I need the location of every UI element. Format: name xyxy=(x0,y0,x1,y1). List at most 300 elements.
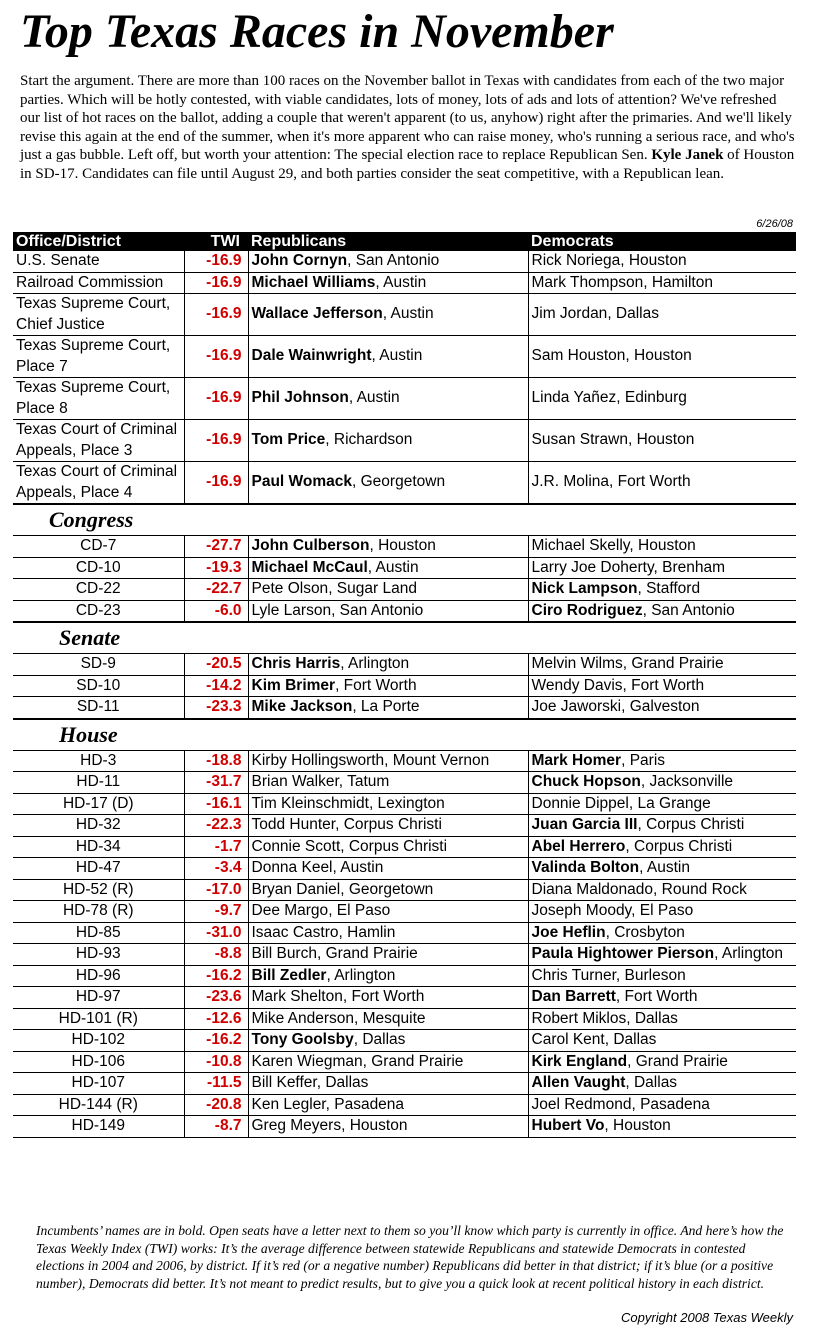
candidate-city: , Houston xyxy=(620,252,687,269)
twi-cell: -16.1 xyxy=(184,793,248,815)
race-row xyxy=(13,1051,796,1073)
candidate-name: Diana Maldonado xyxy=(531,880,654,898)
race-row xyxy=(13,879,796,901)
candidate-name: Allen Vaught xyxy=(531,1074,626,1091)
race-row xyxy=(13,901,796,923)
candidate-city: , Dallas xyxy=(625,1074,678,1091)
candidate-name: Chris Harris xyxy=(251,655,341,672)
democrat-cell xyxy=(528,557,796,579)
candidate-city: , Houston xyxy=(628,431,695,449)
candidate-name: John Cornyn xyxy=(251,252,348,269)
intro-text-after: of Houston in SD-17. Candidates can file until August 29, and both parties consider the seat competitive, with a Republican lean. xyxy=(20,147,795,182)
democrat-cell xyxy=(528,462,796,505)
candidate-name: Joe Heflin xyxy=(531,923,606,941)
candidate-city: , Jacksonville xyxy=(640,773,734,790)
candidate-name: Brian Walker xyxy=(251,773,339,790)
democrat-cell xyxy=(528,836,796,858)
candidate-name: Kirk England xyxy=(531,1052,628,1070)
candidate-city: , Stafford xyxy=(637,580,701,597)
candidate-city: , Houston xyxy=(604,1117,671,1134)
democrat-cell xyxy=(528,579,796,601)
republican-cell xyxy=(248,579,528,601)
section-header xyxy=(13,622,796,654)
candidate-city: , Grand Prairie xyxy=(316,945,418,962)
candidate-name: Tony Goolsby xyxy=(251,1031,354,1048)
republican-cell xyxy=(248,1008,528,1030)
candidate-name: Bill Burch xyxy=(251,945,317,962)
republican-cell xyxy=(248,901,528,923)
race-row xyxy=(13,815,796,837)
office-cell: HD-3 xyxy=(13,750,184,772)
democrat-cell xyxy=(528,858,796,880)
office-cell: HD-96 xyxy=(13,965,184,987)
twi-cell: -19.3 xyxy=(184,557,248,579)
race-row xyxy=(13,697,796,719)
candidate-city: , Hamlin xyxy=(338,923,396,941)
candidate-name: Ken Legler xyxy=(251,1095,326,1113)
candidate-name: Tom Price xyxy=(251,431,326,449)
democrat-cell xyxy=(528,793,796,815)
candidate-name: Kirby Hollingsworth xyxy=(251,751,385,769)
race-row xyxy=(13,922,796,944)
candidate-name: Pete Olson xyxy=(251,580,329,597)
candidate-city: , Dallas xyxy=(353,1031,406,1048)
race-row xyxy=(13,251,796,272)
twi-cell: -16.2 xyxy=(184,1030,248,1052)
republican-cell xyxy=(248,675,528,697)
twi-cell: -6.0 xyxy=(184,600,248,622)
race-row xyxy=(13,600,796,622)
republican-cell xyxy=(248,697,528,719)
candidate-city: , San Antonio xyxy=(642,601,735,619)
office-cell: HD-11 xyxy=(13,772,184,794)
candidate-city: , Hamilton xyxy=(643,273,713,291)
section-header xyxy=(13,504,796,536)
candidate-name: Isaac Castro xyxy=(251,923,339,941)
office-cell: Texas Court of Criminal Appeals, Place 4 xyxy=(13,462,184,505)
twi-cell: -8.8 xyxy=(184,944,248,966)
candidate-name: Mike Anderson xyxy=(251,1009,355,1027)
twi-cell: -20.5 xyxy=(184,654,248,676)
race-row xyxy=(13,675,796,697)
republican-cell xyxy=(248,272,528,294)
candidate-name: Carol Kent xyxy=(531,1031,605,1048)
candidate-city: , Austin xyxy=(348,389,400,407)
office-cell: HD-17 (D) xyxy=(13,793,184,815)
twi-cell: -1.7 xyxy=(184,836,248,858)
office-cell: Railroad Commission xyxy=(13,272,184,294)
candidate-city: , Houston xyxy=(369,537,436,554)
democrat-cell xyxy=(528,1073,796,1095)
office-cell: HD-47 xyxy=(13,858,184,880)
twi-cell: -14.2 xyxy=(184,675,248,697)
candidate-name: Michael Skelly xyxy=(531,537,630,554)
candidate-name: Paula Hightower Pierson xyxy=(531,945,715,962)
header-republicans: Republicans xyxy=(248,232,528,251)
candidate-city: , Richardson xyxy=(325,431,413,449)
twi-cell: -9.7 xyxy=(184,901,248,923)
intro-paragraph xyxy=(20,72,795,183)
twi-cell: -16.9 xyxy=(184,336,248,378)
democrat-cell xyxy=(528,251,796,272)
twi-cell: -12.6 xyxy=(184,1008,248,1030)
candidate-city: , Arlington xyxy=(340,655,410,672)
candidate-name: Sam Houston xyxy=(531,347,626,365)
candidate-city: , Houston xyxy=(341,1117,408,1134)
candidate-city: , Mount Vernon xyxy=(384,751,490,769)
republican-cell xyxy=(248,536,528,558)
candidate-name: Lyle Larson xyxy=(251,601,332,619)
candidate-name: Bill Keffer xyxy=(251,1074,317,1091)
office-cell: SD-11 xyxy=(13,697,184,719)
candidate-name: Greg Meyers xyxy=(251,1117,342,1134)
candidate-city: , Houston xyxy=(625,347,692,365)
office-cell: HD-101 (R) xyxy=(13,1008,184,1030)
office-cell: HD-93 xyxy=(13,944,184,966)
office-cell: HD-106 xyxy=(13,1051,184,1073)
race-row xyxy=(13,336,796,378)
candidate-name: Donna Keel xyxy=(251,859,333,876)
twi-cell: -17.0 xyxy=(184,879,248,901)
race-row xyxy=(13,772,796,794)
candidate-city: , Austin xyxy=(371,347,423,365)
candidate-city: , Dallas xyxy=(316,1074,369,1091)
candidate-name: J.R. Molina xyxy=(531,473,610,491)
candidate-city: , Fort Worth xyxy=(622,676,705,694)
section-header xyxy=(13,719,796,751)
table-header-row xyxy=(13,232,796,251)
candidate-city: , Austin xyxy=(639,859,690,876)
candidate-name: Dee Margo xyxy=(251,902,329,919)
democrat-cell xyxy=(528,965,796,987)
democrat-cell xyxy=(528,420,796,462)
republican-cell xyxy=(248,944,528,966)
republican-cell xyxy=(248,965,528,987)
candidate-city: , La Grange xyxy=(628,794,711,812)
candidate-name: Dan Barrett xyxy=(531,988,616,1005)
democrat-cell xyxy=(528,536,796,558)
candidate-city: , Tatum xyxy=(338,773,390,790)
candidate-city: , Crosbyton xyxy=(605,923,685,941)
candidate-name: Linda Yañez xyxy=(531,389,617,407)
office-cell: HD-149 xyxy=(13,1116,184,1138)
democrat-cell xyxy=(528,772,796,794)
democrat-cell xyxy=(528,654,796,676)
democrat-cell xyxy=(528,336,796,378)
candidate-name: Michael McCaul xyxy=(251,558,368,576)
candidate-city: , Sugar Land xyxy=(328,580,417,597)
republican-cell xyxy=(248,836,528,858)
candidate-name: Jim Jordan xyxy=(531,305,608,323)
candidate-name: Valinda Bolton xyxy=(531,859,640,876)
twi-cell: -16.9 xyxy=(184,420,248,462)
section-title: Congress xyxy=(13,504,796,536)
office-cell: Texas Supreme Court, Place 8 xyxy=(13,378,184,420)
candidate-city: , Dallas xyxy=(607,305,659,323)
democrat-cell xyxy=(528,294,796,336)
twi-cell: -27.7 xyxy=(184,536,248,558)
candidate-city: , San Antonio xyxy=(331,601,424,619)
twi-cell: -16.9 xyxy=(184,462,248,505)
republican-cell xyxy=(248,336,528,378)
candidate-city: , Fort Worth xyxy=(615,988,698,1005)
candidate-city: , Corpus Christi xyxy=(340,837,448,855)
candidate-name: Chris Turner xyxy=(531,966,616,984)
office-cell: HD-102 xyxy=(13,1030,184,1052)
candidate-name: Karen Wiegman xyxy=(251,1052,363,1070)
candidate-city: , Grand Prairie xyxy=(622,655,724,672)
candidate-city: , Grand Prairie xyxy=(627,1052,728,1070)
race-row xyxy=(13,272,796,294)
republican-cell xyxy=(248,987,528,1009)
twi-cell: -11.5 xyxy=(184,1073,248,1095)
republican-cell xyxy=(248,251,528,272)
republican-cell xyxy=(248,462,528,505)
candidate-name: Phil Johnson xyxy=(251,389,349,407)
democrat-cell xyxy=(528,697,796,719)
twi-cell: -16.2 xyxy=(184,965,248,987)
democrat-cell xyxy=(528,378,796,420)
section-title: Senate xyxy=(13,622,796,654)
democrat-cell xyxy=(528,987,796,1009)
candidate-name: Mark Homer xyxy=(531,751,622,769)
candidate-city: , Edinburg xyxy=(616,389,687,407)
candidate-name: Chuck Hopson xyxy=(531,773,641,790)
candidate-city: , El Paso xyxy=(631,902,694,919)
candidate-city: , Austin xyxy=(332,859,384,876)
footnote: Incumbents’ names are in bold. Open seats have a letter next to them so you’ll know which party is currently in office. And here’s how the Texas Weekly Index (TWI) works: It’s the average difference between statewide Republicans and statewide Democrats in contested elections in 2004 and 2006, by district. If it’s red (or a negative number) Republicans did better in that district; if it’s blue (or a positive number), Democrats did better. It’s not meant to predict results, but to give you a quick look at recent political history in each district. xyxy=(36,1223,784,1291)
section-title: House xyxy=(13,719,796,751)
twi-cell: -8.7 xyxy=(184,1116,248,1138)
race-row xyxy=(13,750,796,772)
candidate-city: , Austin xyxy=(382,305,434,323)
twi-cell: -16.9 xyxy=(184,251,248,272)
candidate-city: , Fort Worth xyxy=(335,676,417,694)
candidate-name: Melvin Wilms xyxy=(531,655,623,672)
twi-cell: -18.8 xyxy=(184,750,248,772)
candidate-name: Dale Wainwright xyxy=(251,347,372,365)
candidate-city: , Corpus Christi xyxy=(637,816,745,833)
candidate-city: , Dallas xyxy=(626,1009,678,1027)
candidate-city: , Georgetown xyxy=(340,880,434,898)
date-stamp: 6/26/08 xyxy=(756,218,793,230)
democrat-cell xyxy=(528,922,796,944)
candidate-name: Mark Thompson xyxy=(531,273,644,291)
candidate-name: Kim Brimer xyxy=(251,676,336,694)
intro-text-before: Start the argument. There are more than 100 races on the November ballot in Texas with candidates from each of the two major parties. Which will be hotly contested, with viable candidates, lots of money, lots of ads and lots of attention? We've refreshed our list of hot races on the ballot, adding a couple that weren't apparent (to us, anyhow) right after the primaries. And we'll likely revise this again at the end of the summer, when it's more apparent who can raise money, who's running a serious race, and who's just a gas bubble. Left off, but worth your attention: The special election race to replace Republican Sen. xyxy=(20,73,795,163)
republican-cell xyxy=(248,1116,528,1138)
candidate-city: , Brenham xyxy=(653,558,726,576)
candidate-city: , Arlington xyxy=(714,945,784,962)
race-row xyxy=(13,793,796,815)
copyright: Copyright 2008 Texas Weekly xyxy=(621,1310,793,1325)
candidate-name: Mark Shelton xyxy=(251,988,343,1005)
race-row xyxy=(13,1073,796,1095)
race-row xyxy=(13,557,796,579)
twi-cell: -22.3 xyxy=(184,815,248,837)
candidate-city: , Pasadena xyxy=(325,1095,405,1113)
office-cell: HD-78 (R) xyxy=(13,901,184,923)
race-row xyxy=(13,1008,796,1030)
race-row xyxy=(13,1116,796,1138)
candidate-name: Bryan Daniel xyxy=(251,880,341,898)
race-row xyxy=(13,462,796,505)
intro-bold-name: Kyle Janek xyxy=(651,147,724,163)
republican-cell xyxy=(248,378,528,420)
republican-cell xyxy=(248,294,528,336)
office-cell: SD-9 xyxy=(13,654,184,676)
race-row xyxy=(13,1094,796,1116)
header-democrats: Democrats xyxy=(528,232,796,251)
democrat-cell xyxy=(528,1051,796,1073)
race-row xyxy=(13,987,796,1009)
candidate-name: Paul Womack xyxy=(251,473,353,491)
republican-cell xyxy=(248,858,528,880)
candidate-city: , Corpus Christi xyxy=(625,837,733,855)
twi-cell: -23.6 xyxy=(184,987,248,1009)
republican-cell xyxy=(248,1094,528,1116)
candidate-name: Wallace Jefferson xyxy=(251,305,383,323)
candidate-city: , San Antonio xyxy=(347,252,440,269)
candidate-city: , Dallas xyxy=(604,1031,657,1048)
office-cell: U.S. Senate xyxy=(13,251,184,272)
candidate-city: , Round Rock xyxy=(653,880,747,898)
race-row xyxy=(13,420,796,462)
republican-cell xyxy=(248,922,528,944)
candidate-city: , Lexington xyxy=(368,794,445,812)
races-body xyxy=(13,251,796,1137)
candidate-name: John Culberson xyxy=(251,537,370,554)
race-row xyxy=(13,944,796,966)
office-cell: Texas Supreme Court, Place 7 xyxy=(13,336,184,378)
candidate-city: , Fort Worth xyxy=(609,473,691,491)
candidate-city: , Burleson xyxy=(615,966,686,984)
office-cell: Texas Court of Criminal Appeals, Place 3 xyxy=(13,420,184,462)
republican-cell xyxy=(248,815,528,837)
office-cell: CD-22 xyxy=(13,579,184,601)
twi-cell: -3.4 xyxy=(184,858,248,880)
republican-cell xyxy=(248,557,528,579)
candidate-name: Susan Strawn xyxy=(531,431,628,449)
race-row xyxy=(13,1030,796,1052)
candidate-name: Donnie Dippel xyxy=(531,794,629,812)
candidate-city: , Houston xyxy=(629,537,696,554)
race-row xyxy=(13,836,796,858)
republican-cell xyxy=(248,1073,528,1095)
democrat-cell xyxy=(528,944,796,966)
republican-cell xyxy=(248,879,528,901)
candidate-name: Michael Williams xyxy=(251,273,376,291)
republican-cell xyxy=(248,793,528,815)
twi-cell: -23.3 xyxy=(184,697,248,719)
candidate-city: , Corpus Christi xyxy=(335,816,442,833)
candidate-city: , Pasadena xyxy=(631,1095,710,1113)
twi-cell: -31.7 xyxy=(184,772,248,794)
office-cell: CD-7 xyxy=(13,536,184,558)
candidate-name: Rick Noriega xyxy=(531,252,621,269)
candidate-city: , Arlington xyxy=(326,966,396,984)
candidate-name: Hubert Vo xyxy=(531,1117,605,1134)
democrat-cell xyxy=(528,1094,796,1116)
candidate-name: Connie Scott xyxy=(251,837,341,855)
candidate-city: , Grand Prairie xyxy=(362,1052,464,1070)
candidate-name: Joe Jaworski xyxy=(531,698,622,715)
republican-cell xyxy=(248,1030,528,1052)
race-row xyxy=(13,378,796,420)
democrat-cell xyxy=(528,675,796,697)
candidate-name: Bill Zedler xyxy=(251,966,327,984)
twi-cell: -16.9 xyxy=(184,378,248,420)
candidate-name: Todd Hunter xyxy=(251,816,336,833)
candidate-city: , Austin xyxy=(367,558,419,576)
race-row xyxy=(13,536,796,558)
candidate-name: Robert Miklos xyxy=(531,1009,627,1027)
race-row xyxy=(13,654,796,676)
candidate-name: Ciro Rodriguez xyxy=(531,601,643,619)
republican-cell xyxy=(248,750,528,772)
office-cell: Texas Supreme Court, Chief Justice xyxy=(13,294,184,336)
candidate-city: , Galveston xyxy=(621,698,700,715)
race-row xyxy=(13,294,796,336)
office-cell: HD-52 (R) xyxy=(13,879,184,901)
republican-cell xyxy=(248,654,528,676)
candidate-city: , Mesquite xyxy=(354,1009,426,1027)
race-row xyxy=(13,858,796,880)
democrat-cell xyxy=(528,1116,796,1138)
democrat-cell xyxy=(528,901,796,923)
page-title: Top Texas Races in November xyxy=(20,5,614,58)
office-cell: CD-23 xyxy=(13,600,184,622)
candidate-city: , La Porte xyxy=(352,698,420,715)
race-row xyxy=(13,965,796,987)
republican-cell xyxy=(248,772,528,794)
candidate-name: Mike Jackson xyxy=(251,698,353,715)
office-cell: HD-32 xyxy=(13,815,184,837)
candidate-name: Joel Redmond xyxy=(531,1095,632,1113)
republican-cell xyxy=(248,420,528,462)
candidate-name: Wendy Davis xyxy=(531,676,623,694)
candidate-name: Joseph Moody xyxy=(531,902,632,919)
office-cell: CD-10 xyxy=(13,557,184,579)
candidate-name: Larry Joe Doherty xyxy=(531,558,654,576)
header-twi: TWI xyxy=(184,232,248,251)
races-table xyxy=(13,232,796,1138)
democrat-cell xyxy=(528,750,796,772)
candidate-name: Abel Herrero xyxy=(531,837,626,855)
twi-cell: -10.8 xyxy=(184,1051,248,1073)
democrat-cell xyxy=(528,600,796,622)
office-cell: HD-107 xyxy=(13,1073,184,1095)
republican-cell xyxy=(248,600,528,622)
twi-cell: -16.9 xyxy=(184,272,248,294)
office-cell: HD-85 xyxy=(13,922,184,944)
candidate-city: , Austin xyxy=(375,273,427,291)
candidate-name: Tim Kleinschmidt xyxy=(251,794,369,812)
candidate-city: , Georgetown xyxy=(352,473,446,491)
republican-cell xyxy=(248,1051,528,1073)
democrat-cell xyxy=(528,1030,796,1052)
race-row xyxy=(13,579,796,601)
office-cell: HD-97 xyxy=(13,987,184,1009)
candidate-city: , Paris xyxy=(621,751,666,769)
democrat-cell xyxy=(528,815,796,837)
candidate-name: Nick Lampson xyxy=(531,580,638,597)
candidate-city: , El Paso xyxy=(328,902,391,919)
office-cell: HD-144 (R) xyxy=(13,1094,184,1116)
office-cell: SD-10 xyxy=(13,675,184,697)
twi-cell: -31.0 xyxy=(184,922,248,944)
democrat-cell xyxy=(528,1008,796,1030)
